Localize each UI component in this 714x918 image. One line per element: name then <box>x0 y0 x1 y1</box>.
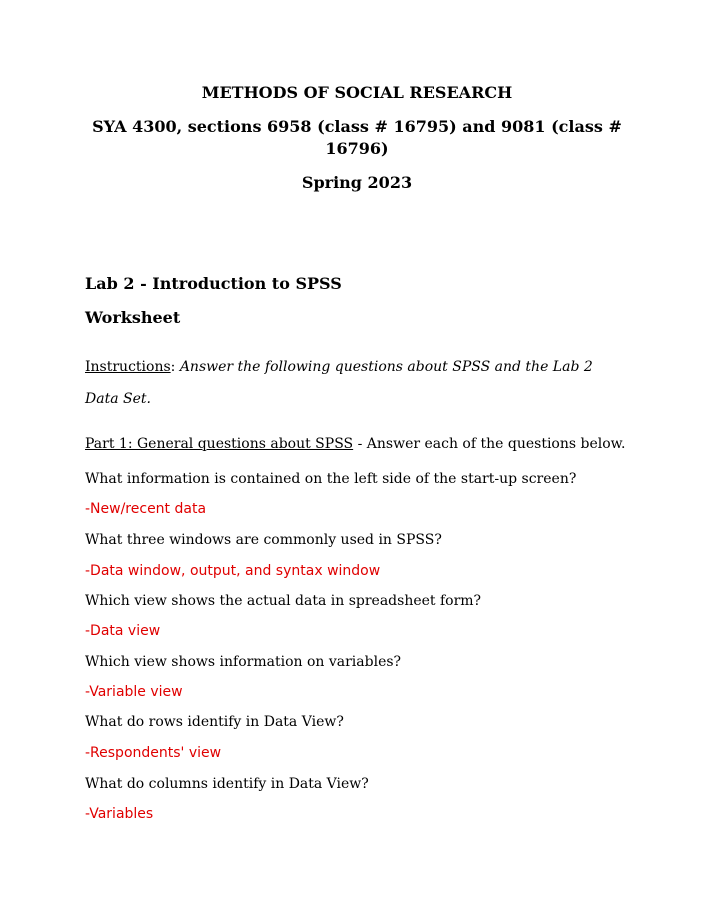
question-5: What do rows identify in Data View? <box>85 714 344 730</box>
answer-1: -New/recent data <box>85 501 207 517</box>
question-6: What do columns identify in Data View? <box>85 776 369 792</box>
part1-label: Part 1: General questions about SPSS <box>85 436 354 452</box>
question-4: Which view shows information on variables? <box>85 654 402 670</box>
lab-title: Lab 2 - Introduction to SPSS <box>85 274 342 293</box>
instructions-line <box>85 357 645 377</box>
question-2: What three windows are commonly used in SPSS? <box>85 532 442 548</box>
question-3: Which view shows the actual data in spreadsheet form? <box>85 593 482 609</box>
answer-3: -Data view <box>85 623 161 639</box>
instructions-text-line1: Answer the following questions about SPSS and the Lab 2 <box>179 359 593 375</box>
course-sections: SYA 4300, sections 6958 (class # 16795) and 9081 (class # 16796) <box>92 117 622 158</box>
course-title: METHODS OF SOCIAL RESEARCH <box>201 83 513 102</box>
instructions-label: Instructions <box>85 359 171 375</box>
part1-heading <box>85 434 645 454</box>
answer-6: -Variables <box>85 806 154 822</box>
answer-2: -Data window, output, and syntax window <box>85 563 381 579</box>
answer-4: -Variable view <box>85 684 183 700</box>
answer-5: -Respondents' view <box>85 745 222 761</box>
instructions-colon: : <box>170 359 176 375</box>
question-1: What information is contained on the left side of the start-up screen? <box>85 471 577 487</box>
part1-description: - Answer each of the questions below. <box>353 436 626 452</box>
lab-subtitle: Worksheet <box>85 308 181 327</box>
term: Spring 2023 <box>301 173 413 192</box>
instructions-text-line2: Data Set. <box>85 391 151 407</box>
